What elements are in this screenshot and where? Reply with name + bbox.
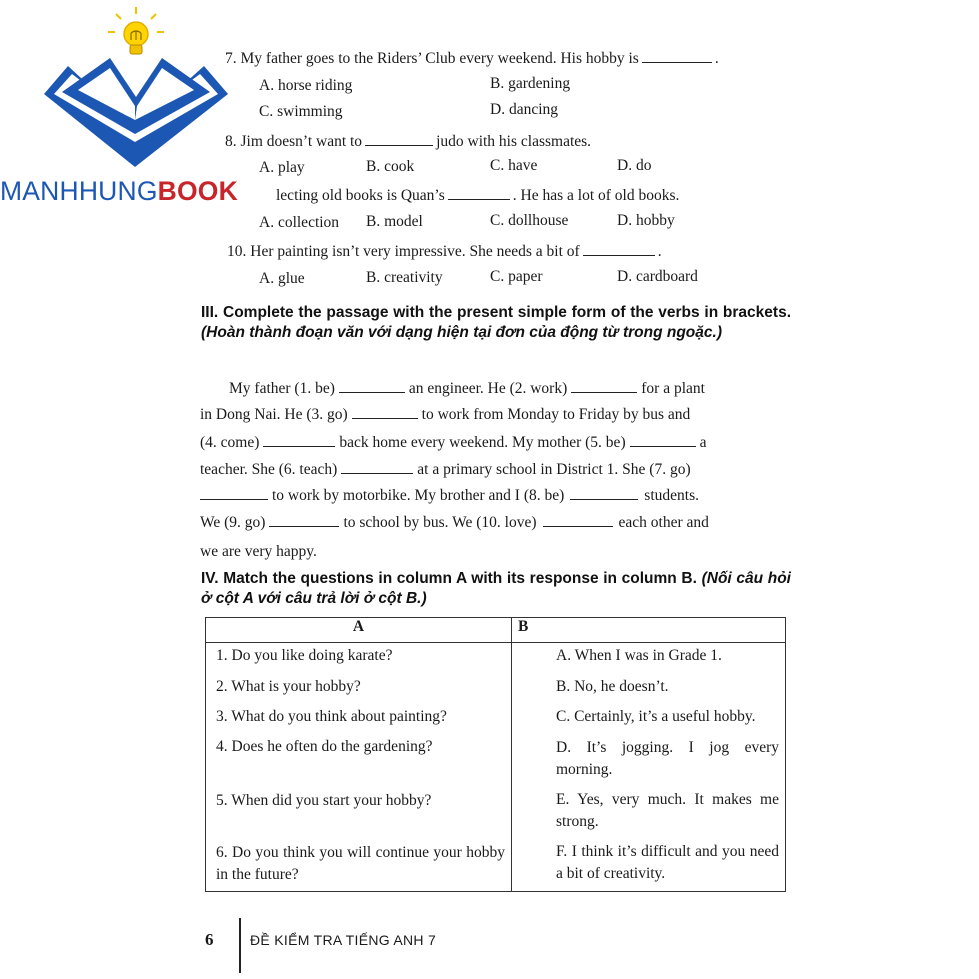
question-stem: lecting old books is Quan’s (276, 187, 445, 204)
column-b-header: B (512, 618, 786, 643)
option: C. have (490, 157, 538, 174)
option: B. gardening (490, 75, 571, 92)
column-a-header: A (206, 618, 512, 643)
option: C. swimming (259, 103, 343, 120)
brand-logo-text: MANHHUNGBOOK (0, 176, 238, 206)
question-stem: 10. Her painting isn’t very impressive. She needs a bit of (227, 243, 580, 260)
open-book-icon (44, 58, 228, 167)
option: A. glue (259, 270, 305, 287)
book-title: ĐỀ KIỂM TRA TIẾNG ANH 7 (250, 932, 437, 948)
section-4-heading: IV. Match the questions in column A with its response in column B. (Nối câu hỏi ở cột A với câu trả lời ở cột B.) (201, 570, 791, 607)
passage-line-5: to work by motorbike. My brother and I (8. be) students. (200, 487, 699, 505)
table-row: 3. What do you think about painting? C. Certainly, it’s a useful hobby. (206, 704, 786, 734)
footer-divider (239, 918, 241, 973)
option: B. creativity (366, 269, 443, 286)
table-row: 2. What is your hobby? B. No, he doesn’t. (206, 674, 786, 704)
section-3-heading: III. Complete the passage with the present simple form of the verbs in brackets. (Hoàn thành đoạn văn với dạng hiện tại đơn của động từ trong ngoặc.) (201, 304, 792, 341)
logo-book-icon (38, 2, 238, 177)
option: D. do (617, 157, 652, 174)
table-header-row (206, 618, 786, 643)
table-row: 6. Do you think you will continue your hobby in the future? F. I think it’s difficult and you need a bit of creativity. (206, 838, 786, 892)
page-number: 6 (205, 930, 214, 949)
option: C. dollhouse (490, 212, 569, 229)
passage-line-1: My father (1. be) an engineer. He (2. work) for a plant (229, 380, 705, 397)
passage-line-3: (4. come) back home every weekend. My mother (5. be) a (200, 434, 707, 451)
option: A. play (259, 159, 305, 176)
table-row: 4. Does he often do the gardening? D. It’s jogging. I jog every morning. (206, 734, 786, 786)
question-7: 7. My father goes to the Riders’ Club every weekend. His hobby is . (225, 50, 719, 67)
table-row: 1. Do you like doing karate? A. When I was in Grade 1. (206, 643, 786, 674)
passage-line-6: We (9. go) to school by bus. We (10. love) each other and (200, 514, 709, 531)
question-10: 10. Her painting isn’t very impressive. She needs a bit of . (227, 243, 662, 260)
lightbulb-icon (108, 7, 164, 54)
question-stem: 7. My father goes to the Riders’ Club every weekend. His hobby is (225, 50, 639, 67)
option: D. hobby (617, 212, 675, 229)
question-9: lecting old books is Quan’s . He has a lot of old books. (276, 187, 680, 204)
option: C. paper (490, 268, 543, 285)
question-8: 8. Jim doesn’t want to judo with his classmates. (225, 133, 592, 150)
option: B. model (366, 213, 423, 230)
question-stem: 8. Jim doesn’t want to (225, 133, 363, 150)
passage-line-7: we are very happy. (200, 543, 317, 560)
matching-table (205, 617, 786, 892)
option: A. collection (259, 214, 340, 231)
option: D. cardboard (617, 268, 698, 285)
passage-line-2: in Dong Nai. He (3. go) to work from Monday to Friday by bus and (200, 406, 691, 423)
option: A. horse riding (259, 77, 353, 94)
option: B. cook (366, 158, 415, 175)
option: D. dancing (490, 101, 559, 118)
table-row: 5. When did you start your hobby? E. Yes, very much. It makes me strong. (206, 786, 786, 838)
passage-line-4: teacher. She (6. teach) at a primary school in District 1. She (7. go) (200, 461, 691, 478)
